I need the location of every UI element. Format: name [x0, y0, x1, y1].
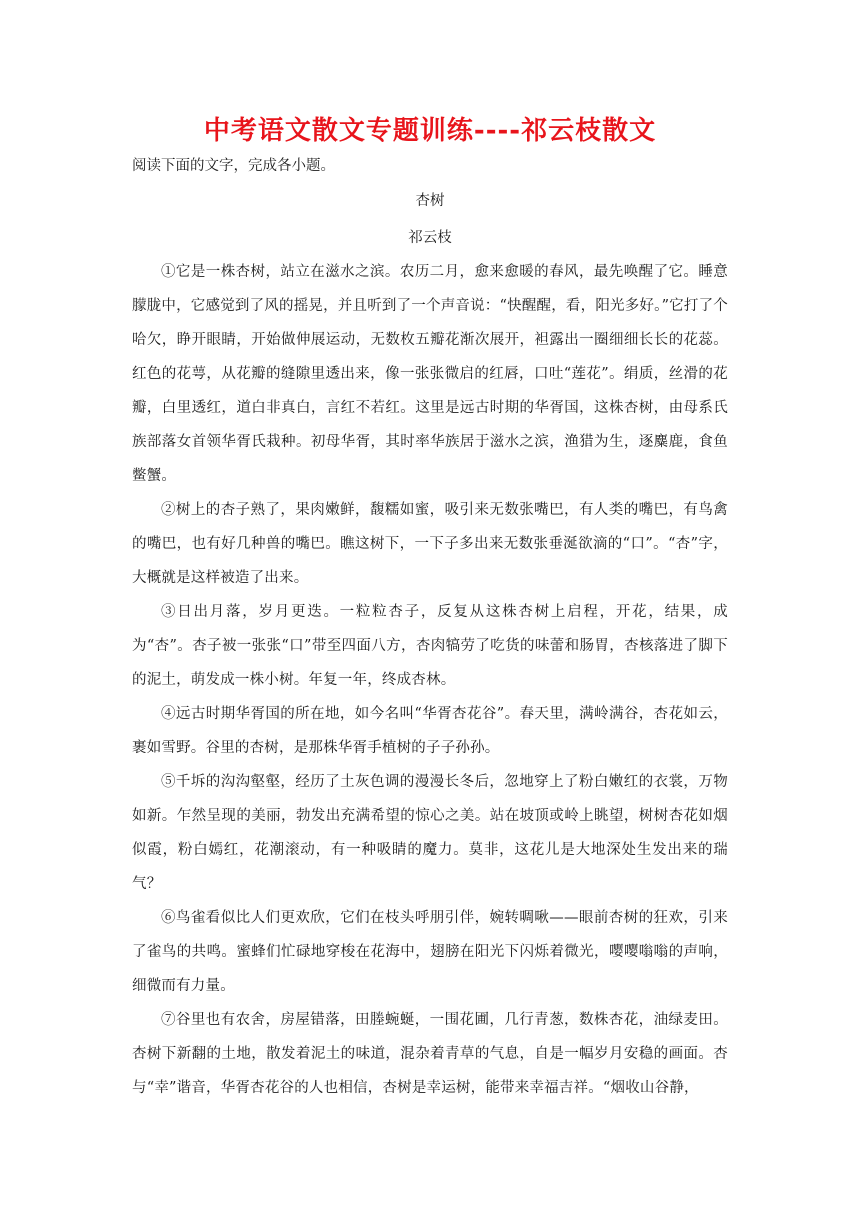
paragraph-4: ④远古时期华胥国的所在地，如今名叫“华胥杏花谷”。春天里，满岭满谷，杏花如云，裹如雪野。谷里的杏树，是那株华胥手植树的子子孙孙。 — [132, 706, 728, 756]
paragraph-7: ⑦谷里也有农舍，房屋错落，田塍蜿蜒，一围花圃，几行青葱，数株杏花，油绿麦田。杏树下新翻的土地，散发着泥土的味道，混杂着青草的气息，自是一幅岁月安稳的画面。杏与“幸”谐音，华胥杏花谷的人也相信，杏树是幸运树，能带来幸福吉祥。“烟收山谷静， — [132, 1012, 728, 1096]
paragraph-2: ②树上的杏子熟了，果肉嫩鲜，馥糯如蜜，吸引来无数张嘴巴，有人类的嘴巴，有鸟禽的嘴巴，也有好几种兽的嘴巴。瞧这树下，一下子多出来无数张垂涎欲滴的“口”。“杏”字，大概就是这样被造了出来。 — [132, 502, 728, 586]
paragraph-1: ①它是一株杏树，站立在滋水之滨。农历二月，愈来愈暖的春风，最先唤醒了它。睡意朦胧中，它感觉到了风的摇晃，并且听到了一个声音说：“快醒醒，看，阳光多好。”它打了个哈欠，睁开眼睛，开始做伸展运动，无数枚五瓣花渐次展开，袒露出一圈细细长长的花蕊。红色的花萼，从花瓣的缝隙里透出来，像一张张微启的红唇，口吐“莲花”。绢质，丝滑的花瓣，白里透红，道白非真白，言红不若红。这里是远古时期的华胥国，这株杏树，由母系氏族部落女首领华胥氏栽种。初母华胥，其时率华族居于滋水之滨，渔猎为生，逐麋鹿，食鱼鳖蟹。 — [132, 264, 728, 484]
essay-author: 祁云枝 — [408, 230, 452, 246]
paragraph-5: ⑤千坼的沟沟壑壑，经历了土灰色调的漫漫长冬后，忽地穿上了粉白嫩红的衣裳，万物如新。乍然呈现的美丽，勃发出充满希望的惊心之美。站在坡顶或岭上眺望，树树杏花如烟似霞，粉白嫣红，花潮滚动，有一种吸睛的魔力。莫非，这花儿是大地深处生发出来的瑞气？ — [132, 774, 728, 892]
reading-instruction: 阅读下面的文字，完成各小题。 — [132, 158, 335, 174]
paragraph-3: ③日出月落，岁月更迭。一粒粒杏子，反复从这株杏树上启程，开花，结果，成为“杏”。杏子被一张张“口”带至四面八方，杏肉犒劳了吃货的味蕾和肠胃，杏核落进了脚下的泥土，萌发成一株小树。年复一年，终成杏林。 — [132, 604, 728, 688]
essay-title: 杏树 — [415, 193, 445, 209]
essay-body — [132, 255, 728, 1105]
document-title: 中考语文散文专题训练----祁云枝散文 — [203, 116, 657, 146]
paragraph-6: ⑥鸟雀看似比人们更欢欣，它们在枝头呼朋引伴，婉转啁啾——眼前杏树的狂欢，引来了雀鸟的共鸣。蜜蜂们忙碌地穿梭在花海中，翅膀在阳光下闪烁着微光，嘤嘤嗡嗡的声响，细微而有力量。 — [132, 910, 728, 994]
